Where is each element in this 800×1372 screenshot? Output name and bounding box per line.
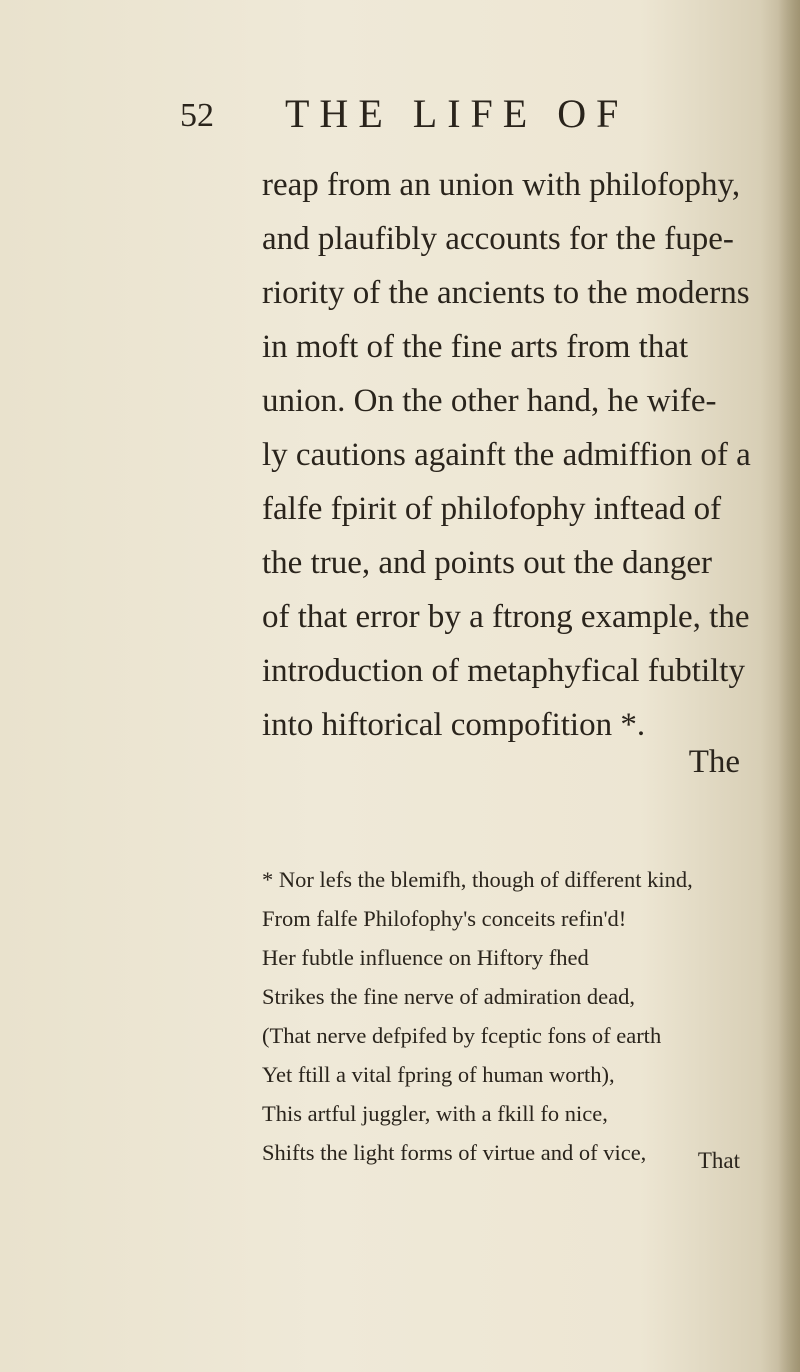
footnote-line: Strikes the fine nerve of admiration dead, (262, 984, 635, 1009)
footnote-line: This artful juggler, with a fkill fo nice, (262, 1101, 608, 1126)
running-title: THE LIFE OF (285, 91, 629, 136)
page-edge-shadow (778, 0, 800, 1372)
footnote-line: Yet ftill a vital fpring of human worth), (262, 1062, 615, 1087)
footnote-line: Her fubtle influence on Hiftory fhed (262, 945, 589, 970)
text-line: of that error by a ftrong example, the (262, 599, 750, 635)
text-line: introduction of metaphyfical fubtilty (262, 653, 745, 689)
body-catchword: The (688, 744, 740, 780)
page-header (180, 92, 700, 142)
text-line: and plaufibly accounts for the fupe- (262, 221, 734, 257)
page-number: 52 (180, 97, 214, 134)
text-line: riority of the ancients to the moderns (262, 275, 750, 311)
text-line: the true, and points out the danger (262, 545, 712, 581)
text-line: union. On the other hand, he wife- (262, 383, 717, 419)
footnote-line: Shifts the light forms of virtue and of vice, (262, 1140, 647, 1165)
text-line: falfe fpirit of philofophy inftead of (262, 491, 722, 527)
footnote (262, 860, 752, 1172)
text-line: in moft of the fine arts from that (262, 329, 689, 365)
text-line: reap from an union with philofophy, (262, 167, 741, 203)
footnote-catchword: That (697, 1148, 740, 1173)
text-line: into hiftorical compofition *. (262, 707, 646, 743)
text-line: ly cautions againft the admiffion of a (262, 437, 751, 473)
main-text (262, 158, 752, 752)
footnote-line: From falfe Philofophy's conceits refin'd! (262, 906, 627, 931)
footnote-line: (That nerve defpifed by fceptic fons of earth (262, 1023, 662, 1048)
footnote-line: * Nor lefs the blemifh, though of different kind, (262, 867, 693, 892)
